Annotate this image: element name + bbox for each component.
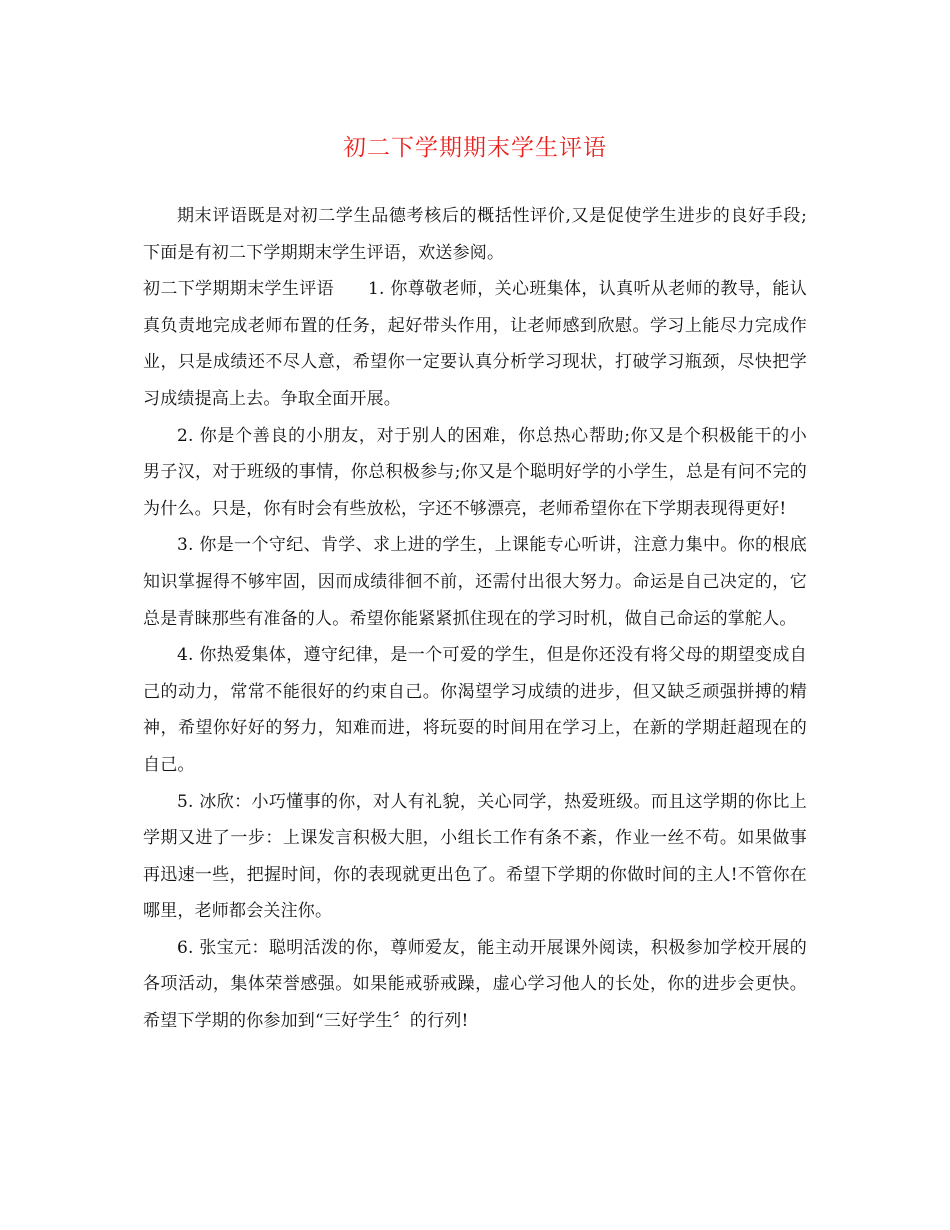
comment-paragraph-1 [143,271,807,417]
comment-text-1: 1. 你尊敬老师，关心班集体，认真听从老师的教导，能认真负责地完成老师布置的任务，起好带头作用，让老师感到欣慰。学习上能尽力完成作业，只是成绩还不尽人意，希望你一定要认真分析学习现状，打破学习瓶颈，尽快把学习成绩提高上去。争取全面开展。 [143,279,807,409]
document-title: 初二下学期期末学生评语 [343,135,607,161]
comment-paragraph-2: 2. 你是个善良的小朋友，对于别人的困难，你总热心帮助;你又是个积极能干的小男子汉，对于班级的事情，你总积极参与;你又是个聪明好学的小学生，总是有问不完的为什么。只是，你有时会有些放松，字还不够漂亮，老师希望你在下学期表现得更好! [143,425,807,519]
document-body [143,198,807,1040]
comment-paragraph-4: 4. 你热爱集体，遵守纪律，是一个可爱的学生，但是你还没有将父母的期望变成自己的动力，常常不能很好的约束自己。你渴望学习成绩的进步，但又缺乏顽强拼搏的精神，希望你好好的努力，知难而进，将玩耍的时间用在学习上，在新的学期赶超现在的自己。 [143,645,807,775]
section-heading: 初二下学期期末学生评语 [143,279,335,300]
comment-paragraph-5: 5. 冰欣：小巧懂事的你，对人有礼貌，关心同学，热爱班级。而且这学期的你比上学期又进了一步：上课发言积极大胆，小组长工作有条不紊，作业一丝不苟。如果做事再迅速一些，把握时间，你的表现就更出色了。希望下学期的你做时间的主人!不管你在哪里，老师都会关注你。 [143,791,807,922]
comment-paragraph-6: 6. 张宝元：聪明活泼的你，尊师爱友，能主动开展课外阅读，积极参加学校开展的各项活动，集体荣誉感强。如果能戒骄戒躁，虚心学习他人的长处，你的进步会更快。希望下学期的你参加到“三好学生〞的行列! [143,937,807,1032]
intro-paragraph: 期末评语既是对初二学生品德考核后的概括性评价,又是促使学生进步的良好手段;下面是有初二下学期期末学生评语，欢送参阅。 [143,206,807,263]
comment-paragraph-3: 3. 你是一个守纪、肯学、求上进的学生，上课能专心听讲，注意力集中。你的根底知识掌握得不够牢固，因而成绩徘徊不前，还需付出很大努力。命运是自己决定的，它总是青睐那些有准备的人。希望你能紧紧抓住现在的学习时机，做自己命运的掌舵人。 [143,535,807,629]
